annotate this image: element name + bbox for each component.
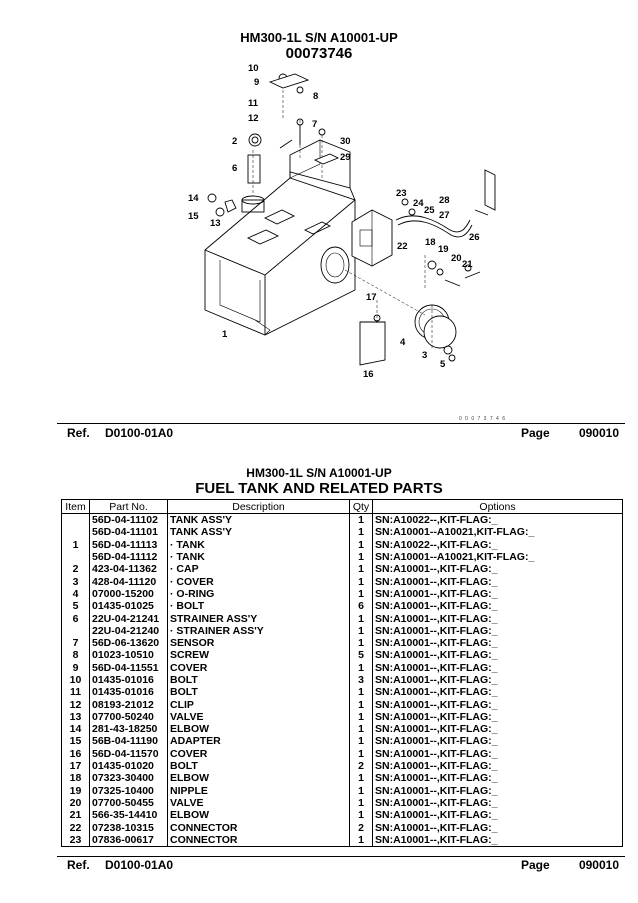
- options-cell: SN:A10001--,KIT-FLAG:_: [373, 563, 623, 575]
- description-cell: COVER: [168, 748, 350, 760]
- table-row: [62, 809, 623, 821]
- options-cell: SN:A10001--,KIT-FLAG:_: [373, 637, 623, 649]
- col-part-no: Part No.: [90, 500, 168, 514]
- table-row: [62, 674, 623, 686]
- table-row: [62, 662, 623, 674]
- options-cell: SN:A10022--,KIT-FLAG:_: [373, 514, 623, 527]
- part-no-cell: 428-04-11120: [90, 575, 168, 587]
- table-row: [62, 772, 623, 784]
- part-no-cell: 07323-30400: [90, 772, 168, 784]
- part-no-cell: 08193-21012: [90, 698, 168, 710]
- qty-cell: 1: [350, 637, 373, 649]
- table-row: [62, 735, 623, 747]
- table-row: [62, 797, 623, 809]
- part-no-cell: 423-04-11362: [90, 563, 168, 575]
- col-item: Item: [62, 500, 90, 514]
- parts-list-title: FUEL TANK AND RELATED PARTS: [195, 480, 443, 497]
- item-cell: 5: [62, 600, 90, 612]
- callout-26: 26: [469, 232, 480, 243]
- table-row: [62, 698, 623, 710]
- part-no-cell: 56D-04-11113: [90, 539, 168, 551]
- callout-21: 21: [462, 259, 473, 270]
- table-row: [62, 514, 623, 527]
- part-no-cell: 07700-50455: [90, 797, 168, 809]
- col-options: Options: [373, 500, 623, 514]
- description-cell: SCREW: [168, 649, 350, 661]
- callout-20: 20: [451, 253, 462, 264]
- item-cell: 13: [62, 711, 90, 723]
- part-no-cell: 56D-04-11112: [90, 551, 168, 563]
- description-cell: ELBOW: [168, 772, 350, 784]
- part-no-cell: 22U-04-21241: [90, 612, 168, 624]
- page-label: Page: [521, 426, 550, 440]
- callout-7: 7: [312, 119, 318, 130]
- item-cell: 11: [62, 686, 90, 698]
- table-row: [62, 723, 623, 735]
- description-cell: NIPPLE: [168, 785, 350, 797]
- callout-16: 16: [363, 369, 374, 380]
- options-cell: SN:A10001--,KIT-FLAG:_: [373, 588, 623, 600]
- options-cell: SN:A10001--,KIT-FLAG:_: [373, 625, 623, 637]
- ref-label: Ref.: [67, 426, 90, 440]
- part-no-cell: 01435-01025: [90, 600, 168, 612]
- qty-cell: 1: [350, 526, 373, 538]
- options-cell: SN:A10001--,KIT-FLAG:_: [373, 772, 623, 784]
- part-no-cell: 07325-10400: [90, 785, 168, 797]
- description-cell: · O-RING: [168, 588, 350, 600]
- options-cell: SN:A10001--,KIT-FLAG:_: [373, 723, 623, 735]
- item-cell: 1: [62, 539, 90, 551]
- exploded-parts-diagram: [170, 60, 510, 390]
- description-cell: TANK ASS'Y: [168, 526, 350, 538]
- options-cell: SN:A10001--,KIT-FLAG:_: [373, 575, 623, 587]
- table-row: [62, 625, 623, 637]
- description-cell: · TANK: [168, 551, 350, 563]
- options-cell: SN:A10001--,KIT-FLAG:_: [373, 785, 623, 797]
- callout-29: 29: [340, 152, 351, 163]
- item-cell: [62, 551, 90, 563]
- table-row: [62, 686, 623, 698]
- table-row: [62, 711, 623, 723]
- options-cell: SN:A10001--,KIT-FLAG:_: [373, 711, 623, 723]
- description-cell: · STRAINER ASS'Y: [168, 625, 350, 637]
- description-cell: CONNECTOR: [168, 821, 350, 833]
- item-cell: [62, 514, 90, 527]
- item-cell: 19: [62, 785, 90, 797]
- qty-cell: 1: [350, 612, 373, 624]
- qty-cell: 1: [350, 588, 373, 600]
- description-cell: ELBOW: [168, 809, 350, 821]
- part-no-cell: 01023-10510: [90, 649, 168, 661]
- callout-4: 4: [400, 337, 406, 348]
- table-row: [62, 563, 623, 575]
- description-cell: CLIP: [168, 698, 350, 710]
- item-cell: 12: [62, 698, 90, 710]
- options-cell: SN:A10001--A10021,KIT-FLAG:_: [373, 551, 623, 563]
- parts-table-body: [62, 514, 623, 847]
- callout-14: 14: [188, 193, 199, 204]
- ref-value: D0100-01A0: [105, 426, 174, 440]
- callout-11: 11: [248, 98, 259, 109]
- qty-cell: 1: [350, 797, 373, 809]
- callout-5: 5: [440, 359, 446, 370]
- options-cell: SN:A10001--,KIT-FLAG:_: [373, 821, 623, 833]
- qty-cell: 1: [350, 551, 373, 563]
- options-cell: SN:A10001--,KIT-FLAG:_: [373, 600, 623, 612]
- ref-label-bottom: Ref.: [67, 858, 90, 872]
- item-cell: 4: [62, 588, 90, 600]
- item-cell: 9: [62, 662, 90, 674]
- options-cell: SN:A10001--,KIT-FLAG:_: [373, 612, 623, 624]
- qty-cell: 1: [350, 723, 373, 735]
- callout-9: 9: [254, 77, 260, 88]
- callout-22: 22: [397, 241, 408, 252]
- page-value: 090010: [578, 426, 619, 440]
- col-qty: Qty: [350, 500, 373, 514]
- qty-cell: 1: [350, 625, 373, 637]
- part-no-cell: 07238-10315: [90, 821, 168, 833]
- options-cell: SN:A10001--,KIT-FLAG:_: [373, 662, 623, 674]
- qty-cell: 6: [350, 600, 373, 612]
- table-row: [62, 612, 623, 624]
- item-cell: 14: [62, 723, 90, 735]
- qty-cell: 1: [350, 809, 373, 821]
- item-cell: 23: [62, 834, 90, 847]
- description-cell: BOLT: [168, 760, 350, 772]
- parts-table: [61, 499, 623, 847]
- options-cell: SN:A10001--,KIT-FLAG:_: [373, 686, 623, 698]
- qty-cell: 1: [350, 834, 373, 847]
- divider-bottom: [57, 856, 625, 857]
- part-no-cell: 56D-04-11551: [90, 662, 168, 674]
- description-cell: · BOLT: [168, 600, 350, 612]
- qty-cell: 1: [350, 563, 373, 575]
- callout-8: 8: [313, 91, 319, 102]
- qty-cell: 1: [350, 772, 373, 784]
- part-no-cell: 56D-04-11570: [90, 748, 168, 760]
- col-description: Description: [168, 500, 350, 514]
- part-no-cell: 01435-01020: [90, 760, 168, 772]
- list-model-title: HM300-1L S/N A10001-UP: [246, 466, 392, 480]
- part-no-cell: 56B-04-11190: [90, 735, 168, 747]
- part-no-cell: 56D-04-11102: [90, 514, 168, 527]
- item-cell: 20: [62, 797, 90, 809]
- divider-top: [57, 423, 625, 424]
- description-cell: ELBOW: [168, 723, 350, 735]
- table-row: [62, 600, 623, 612]
- table-row: [62, 588, 623, 600]
- description-cell: BOLT: [168, 686, 350, 698]
- table-row: [62, 748, 623, 760]
- callout-24: 24: [413, 198, 424, 209]
- item-cell: [62, 526, 90, 538]
- part-no-cell: 07000-15200: [90, 588, 168, 600]
- part-no-cell: 01435-01016: [90, 674, 168, 686]
- document-number: 00073746: [285, 45, 353, 62]
- qty-cell: 1: [350, 662, 373, 674]
- item-cell: 10: [62, 674, 90, 686]
- part-no-cell: 281-43-18250: [90, 723, 168, 735]
- part-no-cell: 22U-04-21240: [90, 625, 168, 637]
- table-row: [62, 649, 623, 661]
- item-cell: 18: [62, 772, 90, 784]
- item-cell: 15: [62, 735, 90, 747]
- callout-15: 15: [188, 211, 199, 222]
- callout-10: 10: [248, 63, 259, 74]
- qty-cell: 1: [350, 748, 373, 760]
- ref-bar-top: [67, 426, 619, 440]
- callout-25: 25: [424, 205, 435, 216]
- item-cell: 16: [62, 748, 90, 760]
- item-cell: [62, 625, 90, 637]
- table-header-row: [62, 500, 623, 514]
- callout-6: 6: [232, 163, 238, 174]
- qty-cell: 1: [350, 711, 373, 723]
- item-cell: 2: [62, 563, 90, 575]
- callout-2: 2: [232, 136, 238, 147]
- item-cell: 21: [62, 809, 90, 821]
- table-row: [62, 526, 623, 538]
- description-cell: · CAP: [168, 563, 350, 575]
- callout-12: 12: [248, 113, 259, 124]
- image-code: 0 0 0 7 3 7 4 6: [459, 416, 506, 422]
- callout-23: 23: [396, 188, 407, 199]
- qty-cell: 2: [350, 760, 373, 772]
- part-no-cell: 01435-01016: [90, 686, 168, 698]
- part-no-cell: 56D-04-11101: [90, 526, 168, 538]
- options-cell: SN:A10001--,KIT-FLAG:_: [373, 698, 623, 710]
- qty-cell: 5: [350, 649, 373, 661]
- qty-cell: 1: [350, 785, 373, 797]
- description-cell: STRAINER ASS'Y: [168, 612, 350, 624]
- table-row: [62, 575, 623, 587]
- options-cell: SN:A10001--,KIT-FLAG:_: [373, 809, 623, 821]
- description-cell: VALVE: [168, 711, 350, 723]
- callout-13: 13: [210, 218, 221, 229]
- qty-cell: 1: [350, 735, 373, 747]
- table-row: [62, 539, 623, 551]
- description-cell: CONNECTOR: [168, 834, 350, 847]
- callout-30: 30: [340, 136, 351, 147]
- table-row: [62, 760, 623, 772]
- description-cell: TANK ASS'Y: [168, 514, 350, 527]
- options-cell: SN:A10001--,KIT-FLAG:_: [373, 649, 623, 661]
- table-row: [62, 551, 623, 563]
- qty-cell: 1: [350, 698, 373, 710]
- callout-17: 17: [366, 292, 377, 303]
- description-cell: SENSOR: [168, 637, 350, 649]
- callout-18: 18: [425, 237, 436, 248]
- description-cell: VALVE: [168, 797, 350, 809]
- callout-3: 3: [422, 350, 428, 361]
- item-cell: 8: [62, 649, 90, 661]
- table-row: [62, 834, 623, 847]
- part-no-cell: 56D-06-13620: [90, 637, 168, 649]
- callout-1: 1: [222, 329, 228, 340]
- options-cell: SN:A10001--,KIT-FLAG:_: [373, 748, 623, 760]
- description-cell: · TANK: [168, 539, 350, 551]
- page-value-bottom: 090010: [578, 858, 619, 872]
- item-cell: 17: [62, 760, 90, 772]
- options-cell: SN:A10022--,KIT-FLAG:_: [373, 539, 623, 551]
- ref-value-bottom: D0100-01A0: [105, 858, 174, 872]
- qty-cell: 1: [350, 539, 373, 551]
- callout-27: 27: [439, 210, 450, 221]
- options-cell: SN:A10001--,KIT-FLAG:_: [373, 735, 623, 747]
- table-row: [62, 821, 623, 833]
- options-cell: SN:A10001--,KIT-FLAG:_: [373, 760, 623, 772]
- item-cell: 3: [62, 575, 90, 587]
- options-cell: SN:A10001--A10021,KIT-FLAG:_: [373, 526, 623, 538]
- qty-cell: 1: [350, 514, 373, 527]
- options-cell: SN:A10001--,KIT-FLAG:_: [373, 797, 623, 809]
- options-cell: SN:A10001--,KIT-FLAG:_: [373, 834, 623, 847]
- description-cell: COVER: [168, 662, 350, 674]
- callout-19: 19: [438, 244, 449, 255]
- options-cell: SN:A10001--,KIT-FLAG:_: [373, 674, 623, 686]
- description-cell: ADAPTER: [168, 735, 350, 747]
- part-no-cell: 07836-00617: [90, 834, 168, 847]
- qty-cell: 1: [350, 686, 373, 698]
- item-cell: 7: [62, 637, 90, 649]
- part-no-cell: 07700-50240: [90, 711, 168, 723]
- diagram-model-title: HM300-1L S/N A10001-UP: [240, 30, 398, 45]
- description-cell: · COVER: [168, 575, 350, 587]
- item-cell: 6: [62, 612, 90, 624]
- table-row: [62, 637, 623, 649]
- table-row: [62, 785, 623, 797]
- part-no-cell: 566-35-14410: [90, 809, 168, 821]
- qty-cell: 3: [350, 674, 373, 686]
- description-cell: BOLT: [168, 674, 350, 686]
- page-label-bottom: Page: [521, 858, 550, 872]
- qty-cell: 1: [350, 575, 373, 587]
- ref-bar-bottom: [67, 858, 619, 872]
- qty-cell: 2: [350, 821, 373, 833]
- item-cell: 22: [62, 821, 90, 833]
- callout-28: 28: [439, 195, 450, 206]
